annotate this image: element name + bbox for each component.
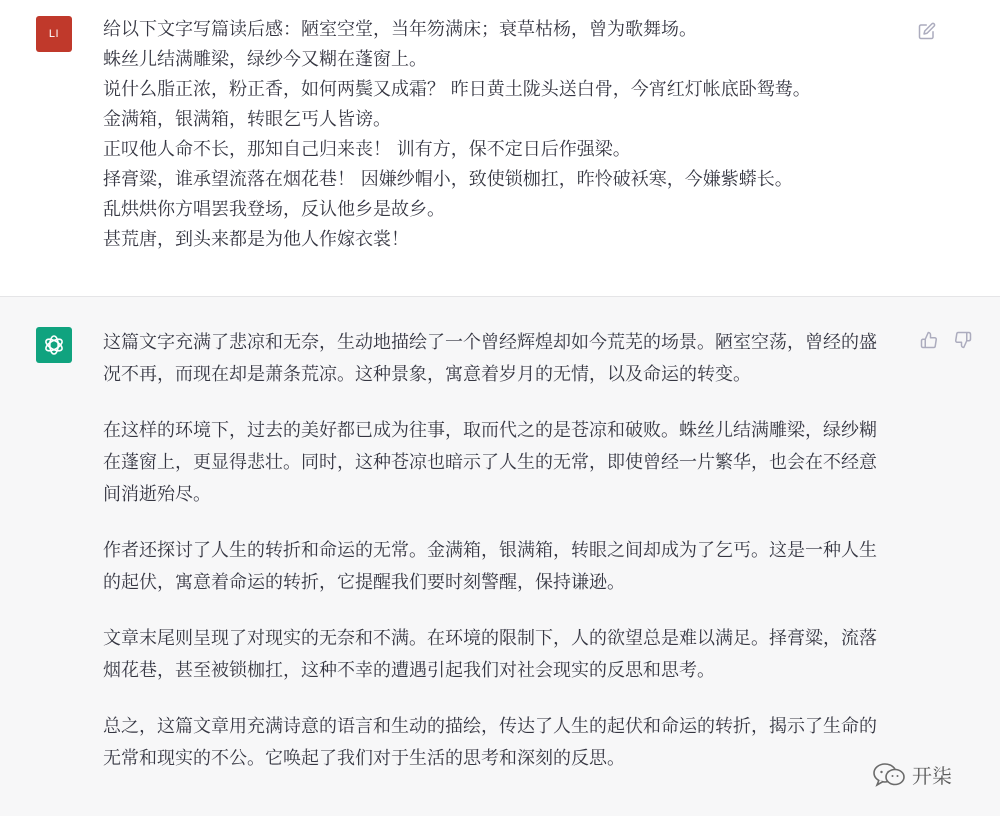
assistant-paragraph: 这篇文字充满了悲凉和无奈，生动地描绘了一个曾经辉煌却如今荒芜的场景。陋室空荡，曾经的盛况不再，而现在却是萧条荒凉。这种景象，寓意着岁月的无情，以及命运的转变。 [103,332,877,385]
thumbs-up-button[interactable] [918,329,940,351]
user-avatar [36,16,72,52]
user-message-line: 择膏粱，谁承望流落在烟花巷！ 因嫌纱帽小，致使锁枷扛，昨怜破袄寒，今嫌紫蟒长。 [103,169,793,190]
edit-message-button[interactable] [916,20,938,42]
assistant-avatar [36,327,72,363]
user-message-text [103,15,893,255]
user-message-line: 乱烘烘你方唱罢我登场，反认他乡是故乡。 [103,199,445,220]
user-message-line: 甚荒唐，到头来都是为他人作嫁衣裳！ [103,229,409,250]
assistant-paragraph: 在这样的环境下，过去的美好都已成为往事，取而代之的是苍凉和破败。蛛丝儿结满雕梁，绿纱糊在蓬窗上，更显得悲壮。同时，这种苍凉也暗示了人生的无常，即使曾经一片繁华，也会在不经意间消逝殆尽。 [103,420,877,505]
wechat-icon [872,762,906,788]
thumbs-down-button[interactable] [952,329,974,351]
user-message-line: 金满箱，银满箱，转眼乞丐人皆谤。 [103,109,391,130]
openai-logo-icon [42,333,66,357]
assistant-paragraph: 作者还探讨了人生的转折和命运的无常。金满箱，银满箱，转眼之间却成为了乞丐。这是一种人生的起伏，寓意着命运的转折，它提醒我们要时刻警醒，保持谦逊。 [103,540,877,593]
watermark-text: 开柒 [912,764,952,788]
user-avatar-initials: LI [48,28,60,40]
user-message [0,0,1000,296]
assistant-paragraph: 文章末尾则呈现了对现实的无奈和不满。在环境的限制下，人的欲望总是难以满足。择膏粱，流落烟花巷，甚至被锁枷扛，这种不幸的遭遇引起我们对社会现实的反思和思考。 [103,628,877,681]
thumbs-up-icon [920,331,938,349]
assistant-message-text [103,327,893,799]
thumbs-down-icon [954,331,972,349]
watermark [872,760,952,789]
user-message-line: 给以下文字写篇读后感：陋室空堂，当年笏满床；衰草枯杨，曾为歌舞场。 [103,19,697,40]
user-message-line: 正叹他人命不长，那知自己归来丧！ 训有方，保不定日后作强梁。 [103,139,631,160]
edit-icon [918,22,936,40]
user-message-line: 蛛丝儿结满雕梁，绿纱今又糊在蓬窗上。 [103,49,427,70]
assistant-paragraph: 总之，这篇文章用充满诗意的语言和生动的描绘，传达了人生的起伏和命运的转折，揭示了生命的无常和现实的不公。它唤起了我们对于生活的思考和深刻的反思。 [103,716,877,769]
assistant-message [0,296,1000,816]
user-message-line: 说什么脂正浓，粉正香，如何两鬓又成霜？ 昨日黄土陇头送白骨，今宵红灯帐底卧鸳鸯。 [103,79,811,100]
